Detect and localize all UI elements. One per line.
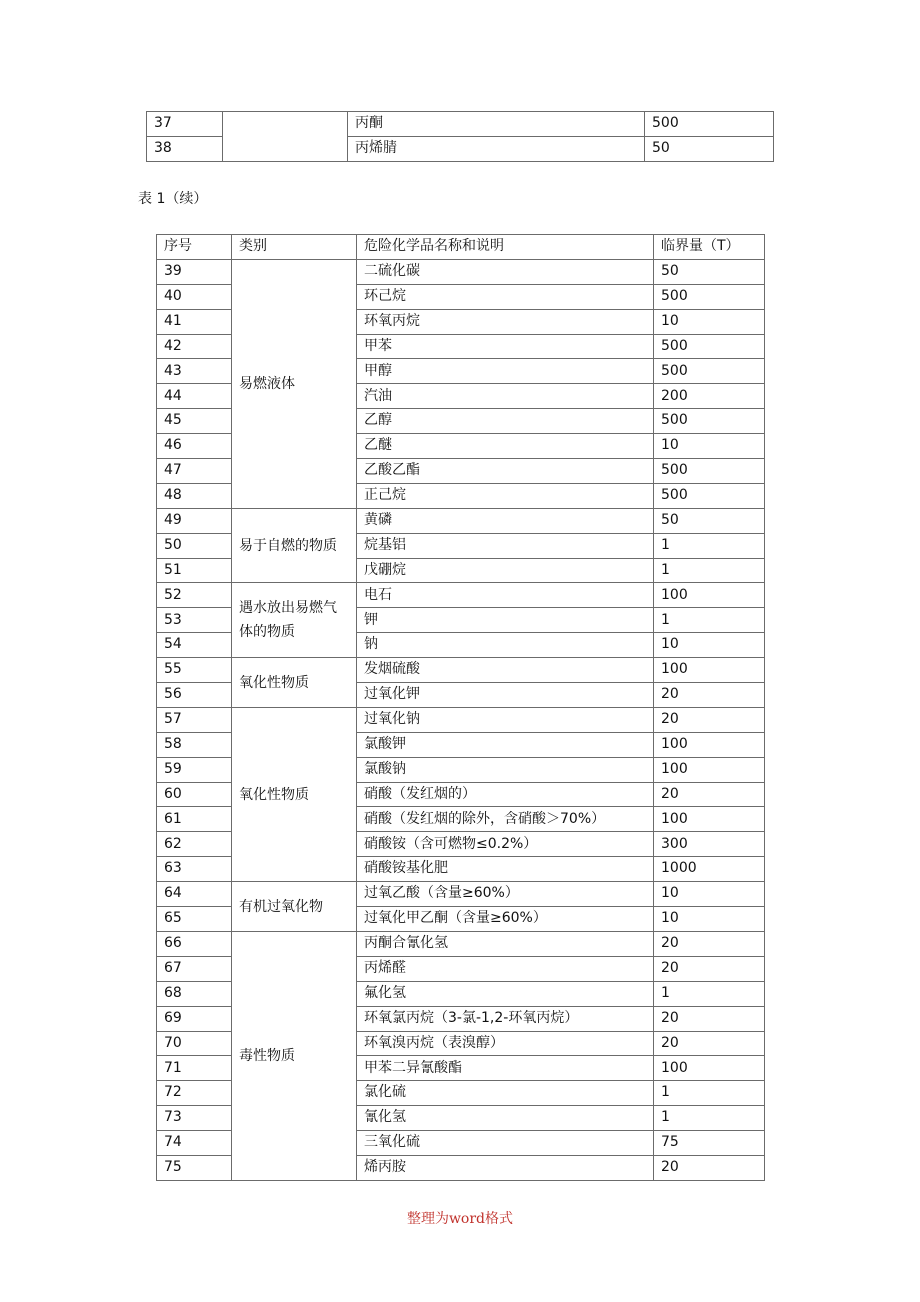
cell-no: 46 xyxy=(157,434,232,459)
cell-no: 55 xyxy=(157,658,232,683)
cell-name: 丙酮 xyxy=(348,112,645,137)
cell-name: 乙酸乙酯 xyxy=(357,459,654,484)
cell-no: 51 xyxy=(157,558,232,583)
cell-name: 三氧化硫 xyxy=(357,1131,654,1156)
cell-qty: 500 xyxy=(654,334,765,359)
cell-qty: 20 xyxy=(654,931,765,956)
cell-no: 63 xyxy=(157,857,232,882)
cell-name: 环氧氯丙烷（3-氯-1,2-环氧丙烷） xyxy=(357,1006,654,1031)
cell-no: 53 xyxy=(157,608,232,633)
cell-qty: 1 xyxy=(654,1106,765,1131)
cell-name: 氯酸钾 xyxy=(357,732,654,757)
cell-qty: 1 xyxy=(654,1081,765,1106)
cell-name: 氰化氢 xyxy=(357,1106,654,1131)
cell-qty: 100 xyxy=(654,757,765,782)
header-name: 危险化学品名称和说明 xyxy=(357,235,654,260)
cell-no: 50 xyxy=(157,533,232,558)
cell-category: 毒性物质 xyxy=(232,931,357,1180)
cell-no: 41 xyxy=(157,309,232,334)
hazardous-chemicals-table xyxy=(156,234,765,1181)
cell-qty: 100 xyxy=(654,658,765,683)
cell-qty: 1 xyxy=(654,533,765,558)
cell-qty: 500 xyxy=(645,112,774,137)
cell-name: 乙醇 xyxy=(357,409,654,434)
cell-qty: 1 xyxy=(654,981,765,1006)
cell-qty: 20 xyxy=(654,782,765,807)
cell-name: 发烟硫酸 xyxy=(357,658,654,683)
cell-no: 62 xyxy=(157,832,232,857)
cell-name: 丙酮合氰化氢 xyxy=(357,931,654,956)
cell-no: 57 xyxy=(157,707,232,732)
cell-no: 45 xyxy=(157,409,232,434)
cell-qty: 500 xyxy=(654,359,765,384)
table-header-row xyxy=(157,235,765,260)
cell-category: 易燃液体 xyxy=(232,259,357,508)
cell-name: 硝酸铵（含可燃物≤0.2%） xyxy=(357,832,654,857)
cell-qty: 50 xyxy=(654,259,765,284)
header-qty: 临界量（T） xyxy=(654,235,765,260)
cell-name: 甲苯 xyxy=(357,334,654,359)
cell-no: 49 xyxy=(157,508,232,533)
cell-no: 38 xyxy=(147,137,223,162)
table-row xyxy=(157,882,765,907)
cell-name: 氯化硫 xyxy=(357,1081,654,1106)
cell-no: 73 xyxy=(157,1106,232,1131)
cell-name: 黄磷 xyxy=(357,508,654,533)
cell-no: 75 xyxy=(157,1155,232,1180)
cell-name: 钾 xyxy=(357,608,654,633)
cell-category: 遇水放出易燃气体的物质 xyxy=(232,583,357,658)
cell-no: 48 xyxy=(157,483,232,508)
cell-no: 66 xyxy=(157,931,232,956)
cell-no: 43 xyxy=(157,359,232,384)
cell-category: 氧化性物质 xyxy=(232,658,357,708)
cell-no: 37 xyxy=(147,112,223,137)
cell-qty: 100 xyxy=(654,807,765,832)
cell-name: 汽油 xyxy=(357,384,654,409)
cell-name: 钠 xyxy=(357,633,654,658)
cell-no: 44 xyxy=(157,384,232,409)
cell-qty: 50 xyxy=(654,508,765,533)
cell-qty: 10 xyxy=(654,309,765,334)
cell-no: 58 xyxy=(157,732,232,757)
cell-no: 68 xyxy=(157,981,232,1006)
cell-qty: 1 xyxy=(654,608,765,633)
cell-qty: 100 xyxy=(654,583,765,608)
cell-no: 42 xyxy=(157,334,232,359)
table-row xyxy=(157,583,765,608)
cell-qty: 1000 xyxy=(654,857,765,882)
cell-no: 39 xyxy=(157,259,232,284)
table-row xyxy=(157,508,765,533)
cell-qty: 20 xyxy=(654,1006,765,1031)
cell-name: 烯丙胺 xyxy=(357,1155,654,1180)
cell-no: 52 xyxy=(157,583,232,608)
cell-no: 69 xyxy=(157,1006,232,1031)
cell-name: 戊硼烷 xyxy=(357,558,654,583)
header-no: 序号 xyxy=(157,235,232,260)
table-row xyxy=(157,259,765,284)
cell-no: 71 xyxy=(157,1056,232,1081)
cell-qty: 300 xyxy=(654,832,765,857)
cell-no: 74 xyxy=(157,1131,232,1156)
cell-no: 72 xyxy=(157,1081,232,1106)
table-caption: 表 1（续） xyxy=(138,191,208,207)
table-row xyxy=(157,707,765,732)
cell-no: 65 xyxy=(157,907,232,932)
cell-no: 59 xyxy=(157,757,232,782)
cell-no: 47 xyxy=(157,459,232,484)
cell-qty: 10 xyxy=(654,633,765,658)
continued-table-top xyxy=(146,111,774,162)
cell-name: 硝酸（发红烟的） xyxy=(357,782,654,807)
cell-name: 硝酸（发红烟的除外，含硝酸＞70%） xyxy=(357,807,654,832)
cell-category xyxy=(223,112,348,162)
cell-name: 过氧化钾 xyxy=(357,683,654,708)
cell-name: 乙醚 xyxy=(357,434,654,459)
cell-qty: 500 xyxy=(654,459,765,484)
cell-no: 54 xyxy=(157,633,232,658)
cell-name: 氯酸钠 xyxy=(357,757,654,782)
table-row xyxy=(157,931,765,956)
footer-watermark: 整理为word格式 xyxy=(406,1211,514,1227)
cell-category: 有机过氧化物 xyxy=(232,882,357,932)
cell-qty: 20 xyxy=(654,1155,765,1180)
cell-name: 烷基铝 xyxy=(357,533,654,558)
cell-qty: 50 xyxy=(645,137,774,162)
table-row xyxy=(147,112,774,137)
table-row xyxy=(157,658,765,683)
cell-name: 环氧丙烷 xyxy=(357,309,654,334)
cell-name: 丙烯醛 xyxy=(357,956,654,981)
cell-qty: 1 xyxy=(654,558,765,583)
cell-qty: 10 xyxy=(654,907,765,932)
cell-no: 64 xyxy=(157,882,232,907)
cell-category: 氧化性物质 xyxy=(232,707,357,881)
cell-qty: 100 xyxy=(654,732,765,757)
cell-qty: 500 xyxy=(654,483,765,508)
header-category: 类别 xyxy=(232,235,357,260)
cell-no: 67 xyxy=(157,956,232,981)
cell-qty: 20 xyxy=(654,683,765,708)
cell-no: 56 xyxy=(157,683,232,708)
cell-no: 70 xyxy=(157,1031,232,1056)
cell-name: 环己烷 xyxy=(357,284,654,309)
cell-qty: 75 xyxy=(654,1131,765,1156)
cell-name: 过氧化钠 xyxy=(357,707,654,732)
cell-name: 过氧化甲乙酮（含量≥60%） xyxy=(357,907,654,932)
cell-no: 40 xyxy=(157,284,232,309)
cell-name: 氟化氢 xyxy=(357,981,654,1006)
cell-no: 61 xyxy=(157,807,232,832)
cell-qty: 10 xyxy=(654,434,765,459)
cell-qty: 20 xyxy=(654,707,765,732)
cell-qty: 20 xyxy=(654,1031,765,1056)
cell-qty: 500 xyxy=(654,284,765,309)
cell-no: 60 xyxy=(157,782,232,807)
cell-qty: 10 xyxy=(654,882,765,907)
cell-qty: 200 xyxy=(654,384,765,409)
cell-name: 环氧溴丙烷（表溴醇） xyxy=(357,1031,654,1056)
cell-name: 正己烷 xyxy=(357,483,654,508)
cell-qty: 100 xyxy=(654,1056,765,1081)
cell-name: 过氧乙酸（含量≥60%） xyxy=(357,882,654,907)
cell-qty: 20 xyxy=(654,956,765,981)
cell-qty: 500 xyxy=(654,409,765,434)
cell-name: 电石 xyxy=(357,583,654,608)
cell-name: 甲醇 xyxy=(357,359,654,384)
cell-category: 易于自燃的物质 xyxy=(232,508,357,583)
cell-name: 硝酸铵基化肥 xyxy=(357,857,654,882)
cell-name: 甲苯二异氰酸酯 xyxy=(357,1056,654,1081)
cell-name: 二硫化碳 xyxy=(357,259,654,284)
cell-name: 丙烯腈 xyxy=(348,137,645,162)
